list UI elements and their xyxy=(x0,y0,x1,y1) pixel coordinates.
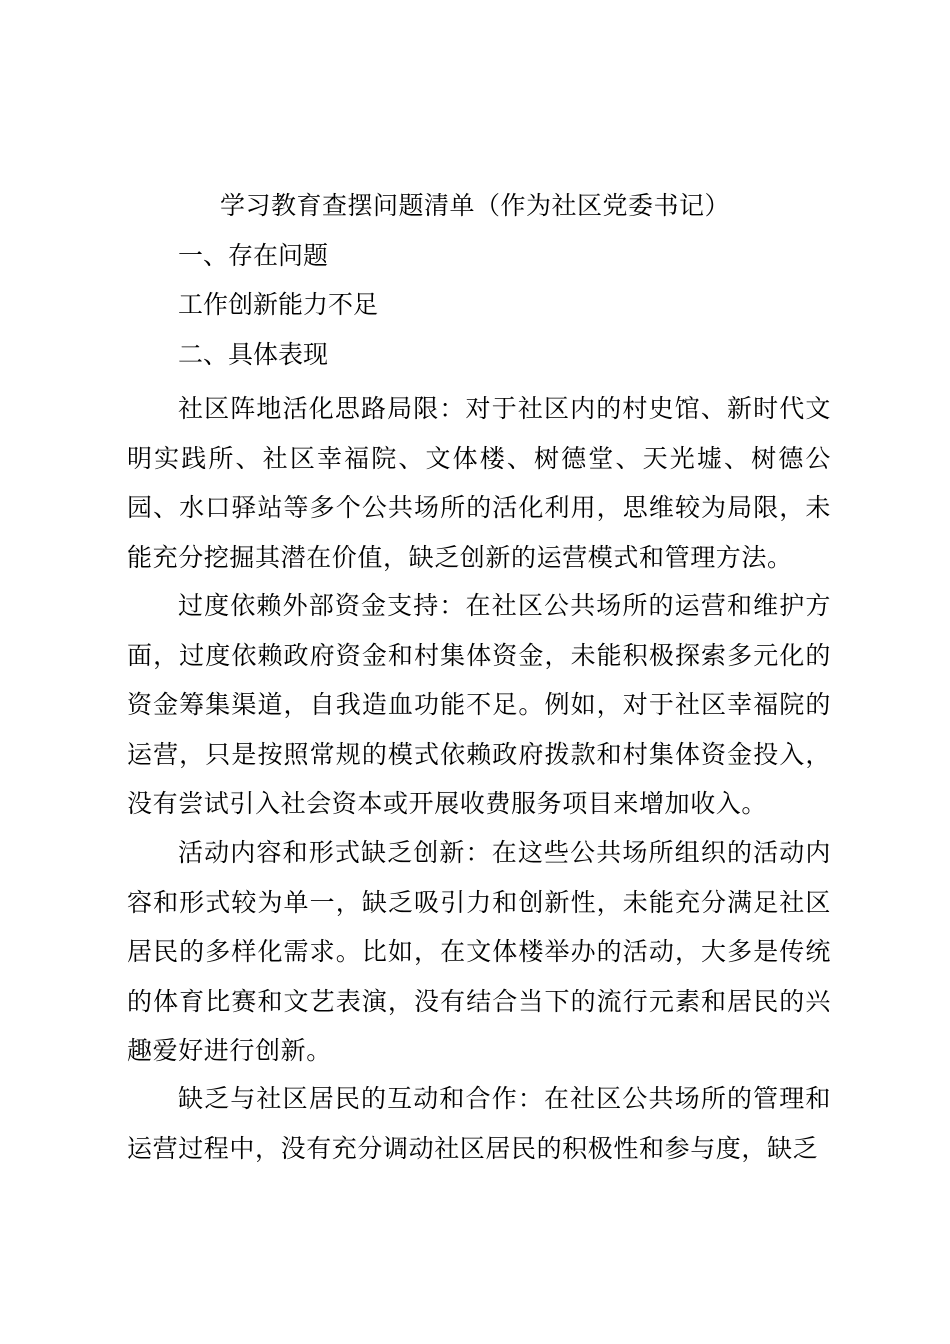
section-heading-manifestations: 二、具体表现 xyxy=(178,340,329,369)
paragraph-activity-innovation: 活动内容和形式缺乏创新：在这些公共场所组织的活动内容和形式较为单一，缺乏吸引力和创新性，未能充分满足社区居民的多样化需求。比如，在文体楼举办的活动，大多是传统的体育比赛和文艺表演，没有结合当下的流行元素和居民的兴趣爱好进行创新。 xyxy=(127,838,831,1065)
paragraph-funding-dependence: 过度依赖外部资金支持：在社区公共场所的运营和维护方面，过度依赖政府资金和村集体资金，未能积极探索多元化的资金筹集渠道，自我造血功能不足。例如，对于社区幸福院的运营，只是按照常规的模式依赖政府拨款和村集体资金投入，没有尝试引入社会资本或开展收费服务项目来增加收入。 xyxy=(127,591,831,818)
document-title: 学习教育查摆问题清单（作为社区党委书记） xyxy=(219,191,730,220)
paragraph-venue-activation: 社区阵地活化思路局限：对于社区内的村史馆、新时代文明实践所、社区幸福院、文体楼、树德堂、天光墟、树德公园、水口驿站等多个公共场所的活化利用，思维较为局限，未能充分挖掘其潜在价值，缺乏创新的运营模式和管理方法。 xyxy=(127,394,831,572)
section-heading-problems: 一、存在问题 xyxy=(178,241,329,270)
problem-statement: 工作创新能力不足 xyxy=(178,290,379,319)
paragraph-resident-interaction: 缺乏与社区居民的互动和合作：在社区公共场所的管理和运营过程中，没有充分调动社区居民的积极性和参与度，缺乏 xyxy=(127,1084,831,1163)
